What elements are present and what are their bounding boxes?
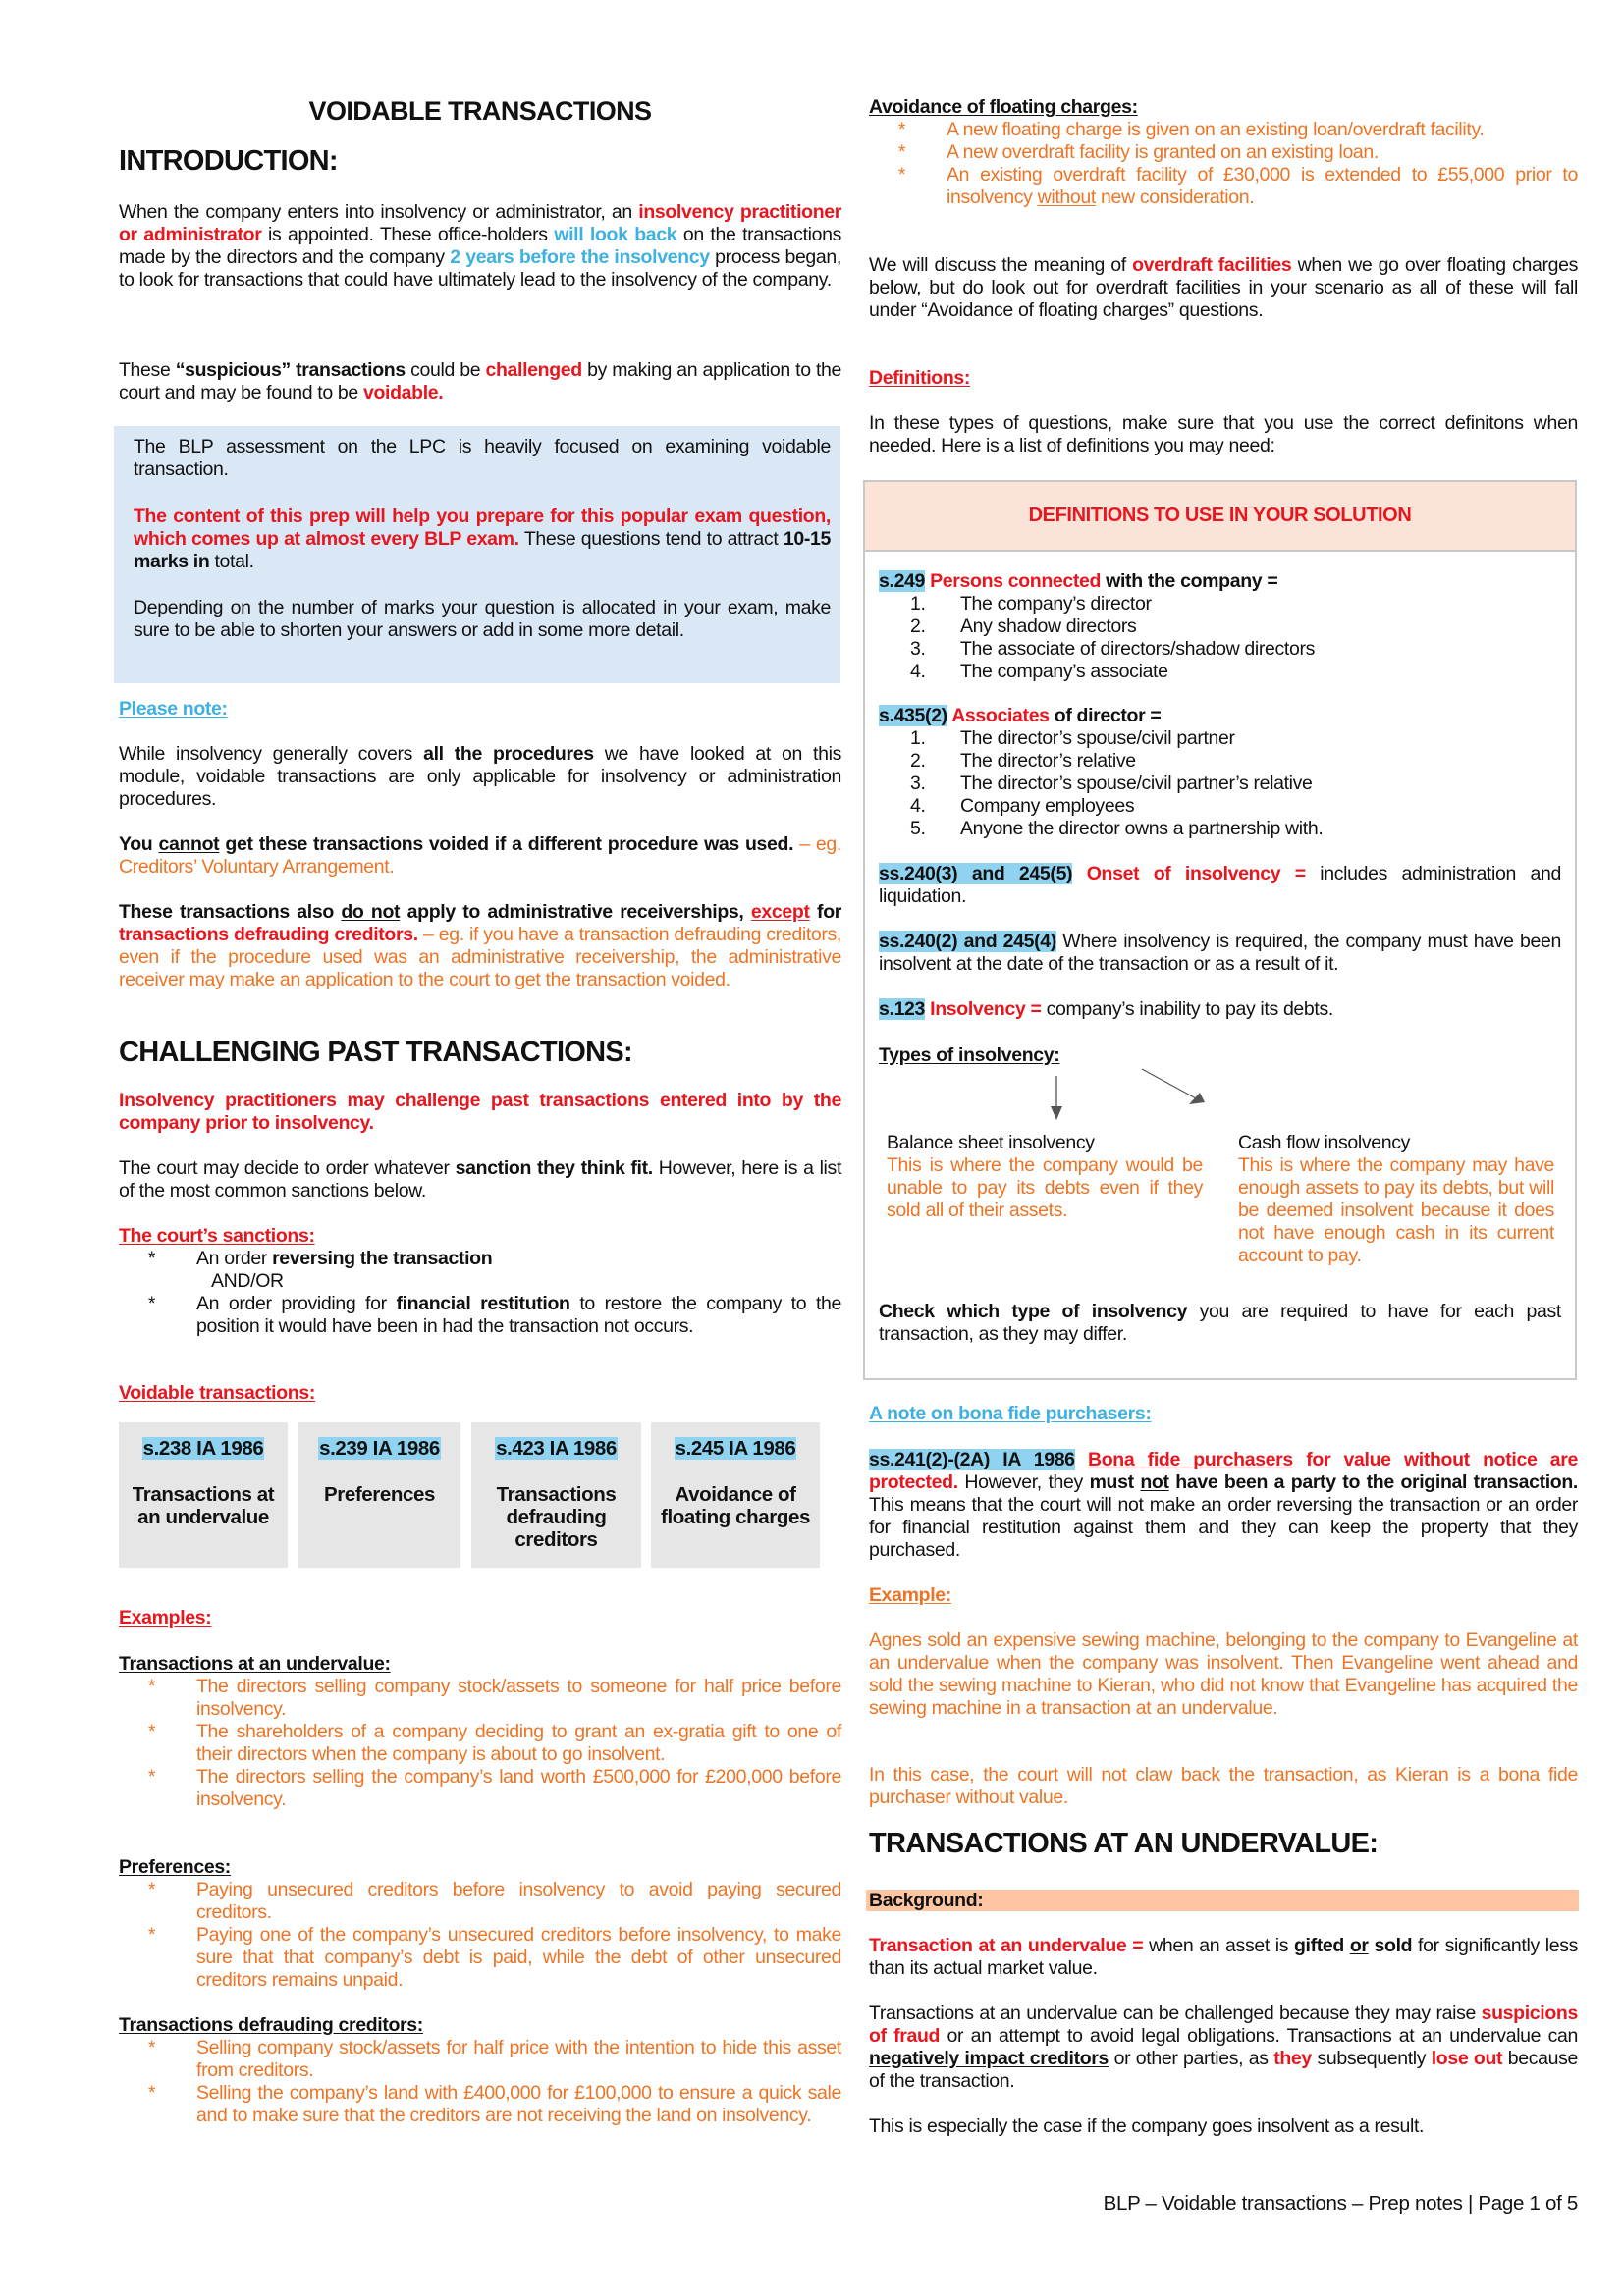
list-item: 2. Any shadow directors: [910, 615, 1137, 637]
persons-connected-list: [879, 593, 1561, 683]
intro-paragraph: When the company enters into insolvency or administrator, an insolvency practitioner or administrator is appointed. These office-holders will look back on the transactions made by the directors and the company 2 years before the insolvency process began, to look for transactions that could have ultimately lead to the insolvency of the company.: [119, 201, 842, 291]
card-defrauding-creditors: [471, 1422, 641, 1568]
introduction-heading: INTRODUCTION:: [119, 145, 338, 177]
def-persons-connected: s.249 Persons connected with the company = 1. The company’s director 2. Any shadow directors 3. The associate of directors/shadow directors 4. The company’s associate: [879, 570, 1561, 683]
card-floating-charges: [651, 1422, 820, 1568]
card-label: Transactions defrauding creditors: [496, 1483, 617, 1551]
associates-list: [879, 727, 1561, 840]
def-insolvency: s.123 Insolvency = company’s inability to pay its debts.: [879, 998, 1333, 1020]
list-item: 5. Anyone the director owns a partnership with.: [910, 818, 1324, 839]
note-p3: Depending on the number of marks your question is allocated in your exam, make sure to be able to shorten your answers or add in some more detail.: [134, 597, 831, 641]
bona-fide-paragraph: ss.241(2)-(2A) IA 1986 Bona fide purchasers for value without notice are protected. However, they must not have been a party to the original transaction. This means that the court will not make an order reversing the transaction or an order for financial restitution against them and they can keep the property that they purchased.: [869, 1449, 1579, 1561]
sanction-paragraph: The court may decide to order whatever sanction they think fit. However, here is a list of the most common sanctions below.: [119, 1157, 842, 1201]
types-heading: Types of insolvency:: [879, 1044, 1060, 1066]
example-item: * An existing overdraft facility of £30,000 is extended to £55,000 prior to insolvency without new consideration.: [898, 164, 1578, 208]
asterisk-bullet-icon: *: [148, 2038, 156, 2058]
challenging-red-intro: Insolvency practitioners may challenge past transactions entered into by the company prior to insolvency.: [119, 1090, 841, 1134]
list-item: 1. The company’s director: [910, 593, 1152, 614]
please-note-p1: While insolvency generally covers all the procedures we have looked at on this module, voidable transactions are only applicable for insolvency or administration procedures.: [119, 743, 841, 810]
example-list-preferences: [119, 1879, 841, 1992]
arrow-down-icon: [865, 1061, 1258, 1130]
background-heading: Background:: [869, 1890, 984, 1911]
example-item: * Selling the company’s land with £400,000 for £100,000 to ensure a quick sale and to make sure that the creditors are not receiving the land on insolvency.: [148, 2082, 841, 2126]
card-section: s.245 IA 1986: [675, 1437, 796, 1460]
undervalue-challenge-paragraph: Transactions at an undervalue can be challenged because they may raise suspicions of fraud or an attempt to avoid legal obligations. Transactions at an undervalue can negatively impact creditors or other parties, as they subsequently lose out because of the transaction.: [869, 2002, 1579, 2092]
asterisk-bullet-icon: *: [148, 1677, 156, 1697]
card-section: s.423 IA 1986: [496, 1437, 617, 1460]
undervalue-definition: Transaction at an undervalue = when an asset is gifted or sold for significantly less than its actual market value.: [869, 1935, 1578, 1979]
please-note-p2: You cannot get these transactions voided if a different procedure was used. – eg. Creditors’ Voluntary Arrangement.: [119, 833, 841, 878]
arrow-diagonal-icon: [1189, 1093, 1205, 1104]
document-title: VOIDABLE TRANSACTIONS: [308, 96, 652, 126]
card-label: Transactions at an undervalue: [132, 1483, 275, 1528]
asterisk-bullet-icon: *: [148, 1294, 156, 1314]
example-item: * Selling company stock/assets for half price with the intention to hide this asset from creditors.: [148, 2037, 841, 2081]
def-onset: ss.240(3) and 245(5) Onset of insolvency = includes administration and liquidation.: [879, 863, 1561, 907]
example-list-defrauding: [119, 2037, 841, 2127]
note-p1: The BLP assessment on the LPC is heavily focused on examining voidable transaction.: [134, 436, 831, 480]
sanctions-heading: The court’s sanctions:: [119, 1225, 315, 1247]
list-item: 3. The director’s spouse/civil partner’s relative: [910, 773, 1313, 794]
example-item: * The shareholders of a company deciding to grant an ex-gratia gift to one of their directors when the company is about to go insolvent.: [148, 1721, 841, 1765]
definitions-intro: In these types of questions, make sure that you use the correct definitons when needed. Here is a list of definitions you may need:: [869, 412, 1578, 456]
example-item: * A new floating charge is given on an existing loan/overdraft facility.: [898, 119, 1485, 140]
example-item: * The directors selling the company’s land worth £500,000 for £200,000 before insolvency.: [148, 1766, 841, 1810]
undervalue-heading: TRANSACTIONS AT AN UNDERVALUE:: [869, 1828, 1379, 1859]
asterisk-bullet-icon: *: [148, 1880, 156, 1900]
example-list-floating: [869, 119, 1578, 209]
voidable-transactions-heading: Voidable transactions:: [119, 1382, 315, 1404]
def-required: ss.240(2) and 245(4) Where insolvency is required, the company must have been insolvent at the date of the transaction or as a result of it.: [879, 931, 1561, 975]
asterisk-bullet-icon: *: [898, 120, 906, 140]
card-transactions-undervalue: [119, 1422, 288, 1568]
example-heading: Example:: [869, 1584, 951, 1606]
example-group-preferences-title: Preferences:: [119, 1856, 231, 1878]
challenging-heading: CHALLENGING PAST TRANSACTIONS:: [119, 1037, 633, 1068]
sanctions-list: [119, 1248, 841, 1338]
example-group-defrauding-title: Transactions defrauding creditors:: [119, 2014, 423, 2036]
list-item: 1. The director’s spouse/civil partner: [910, 727, 1235, 749]
example-item: * Paying one of the company’s unsecured creditors before insolvency, to make sure that that company’s debt is paid, while the debt of other unsecured creditors remains unpaid.: [148, 1924, 841, 1991]
example-list-undervalue: [119, 1676, 841, 1811]
card-label: Preferences: [324, 1483, 435, 1506]
example-item: * A new overdraft facility is granted on an existing loan.: [898, 141, 1379, 163]
definitions-box-title: DEFINITIONS TO USE IN YOUR SOLUTION: [865, 482, 1575, 552]
asterisk-bullet-icon: *: [148, 1767, 156, 1788]
card-section: s.239 IA 1986: [319, 1437, 440, 1460]
example-item: * Paying unsecured creditors before insolvency to avoid paying secured creditors.: [148, 1879, 841, 1923]
please-note-heading: Please note:: [119, 698, 228, 720]
example-paragraph-1: Agnes sold an expensive sewing machine, belonging to the company to Evangeline at an undervalue when the company was insolvent. Then Evangeline went ahead and sold the sewing machine to Kieran, who did not know that Evangeline has acquired the sewing machine in a transaction at an undervalue.: [869, 1629, 1578, 1719]
asterisk-bullet-icon: *: [148, 1722, 156, 1742]
list-item: 2. The director’s relative: [910, 750, 1136, 772]
page-footer: BLP – Voidable transactions – Prep notes | Page 1 of 5: [1103, 2192, 1578, 2215]
check-insolvency-note: Check which type of insolvency you are required to have for each past transaction, as they may differ.: [879, 1301, 1561, 1345]
note-p2: The content of this prep will help you prepare for this popular exam question, which comes up at almost every BLP exam. These questions tend to attract 10-15 marks in total.: [134, 506, 831, 572]
list-item: 3. The associate of directors/shadow directors: [910, 638, 1316, 660]
list-item: 4. The company’s associate: [910, 661, 1168, 682]
sanction-item: * An order providing for financial restitution to restore the company to the position it would have been in had the transaction not occurs.: [148, 1293, 842, 1337]
card-preferences: [298, 1422, 460, 1568]
card-label: Avoidance of floating charges: [661, 1483, 810, 1528]
balance-sheet-insolvency: Balance sheet insolvency This is where the company would be unable to pay its debts even if they sold all of their assets.: [887, 1132, 1203, 1221]
cash-flow-insolvency: Cash flow insolvency This is where the company may have enough assets to pay its debts, but will be deemed insolvent because it does not have enough cash in its current account to pay.: [1238, 1132, 1554, 1266]
sanction-item: * An order reversing the transaction AND/OR: [148, 1248, 493, 1292]
asterisk-bullet-icon: *: [148, 1249, 156, 1269]
definitions-heading: Definitions:: [869, 367, 971, 389]
asterisk-bullet-icon: *: [898, 142, 906, 163]
example-group-undervalue-title: Transactions at an undervalue:: [119, 1653, 391, 1675]
asterisk-bullet-icon: *: [148, 2083, 156, 2104]
asterisk-bullet-icon: *: [148, 1925, 156, 1946]
example-group-floating-title: Avoidance of floating charges:: [869, 96, 1138, 118]
bona-fide-heading: A note on bona fide purchasers:: [869, 1403, 1152, 1424]
definitions-box: [863, 480, 1577, 1380]
suspicious-paragraph: These “suspicious” transactions could be challenged by making an application to the court and may be found to be voidable.: [119, 359, 842, 403]
example-paragraph-2: In this case, the court will not claw back the transaction, as Kieran is a bona fide purchaser without value.: [869, 1764, 1578, 1808]
example-item: * The directors selling company stock/assets to someone for half price before insolvency.: [148, 1676, 841, 1720]
list-item: 4. Company employees: [910, 795, 1135, 817]
asterisk-bullet-icon: *: [898, 165, 906, 186]
undervalue-insolvent-note: This is especially the case if the company goes insolvent as a result.: [869, 2115, 1425, 2137]
examples-heading: Examples:: [119, 1607, 212, 1629]
exam-note-box: [114, 426, 840, 683]
please-note-p3: These transactions also do not apply to administrative receiverships, except for transactions defrauding creditors. – eg. if you have a transaction defrauding creditors, even if the procedure used was an administrative receivership, the administrative receiver may make an application to the court to get the transaction voided.: [119, 901, 842, 990]
card-section: s.238 IA 1986: [142, 1437, 264, 1460]
overdraft-note: We will discuss the meaning of overdraft facilities when we go over floating charges below, but do look out for overdraft facilities in your scenario as all of these will fall under “Avoidance of floating charges” questions.: [869, 254, 1578, 321]
def-associates: s.435(2) Associates of director = 1. The director’s spouse/civil partner 2. The director’s relative 3. The director’s spouse/civil partner’s relative 4. Company employees 5. Anyone the director owns a partnership with.: [879, 705, 1561, 840]
